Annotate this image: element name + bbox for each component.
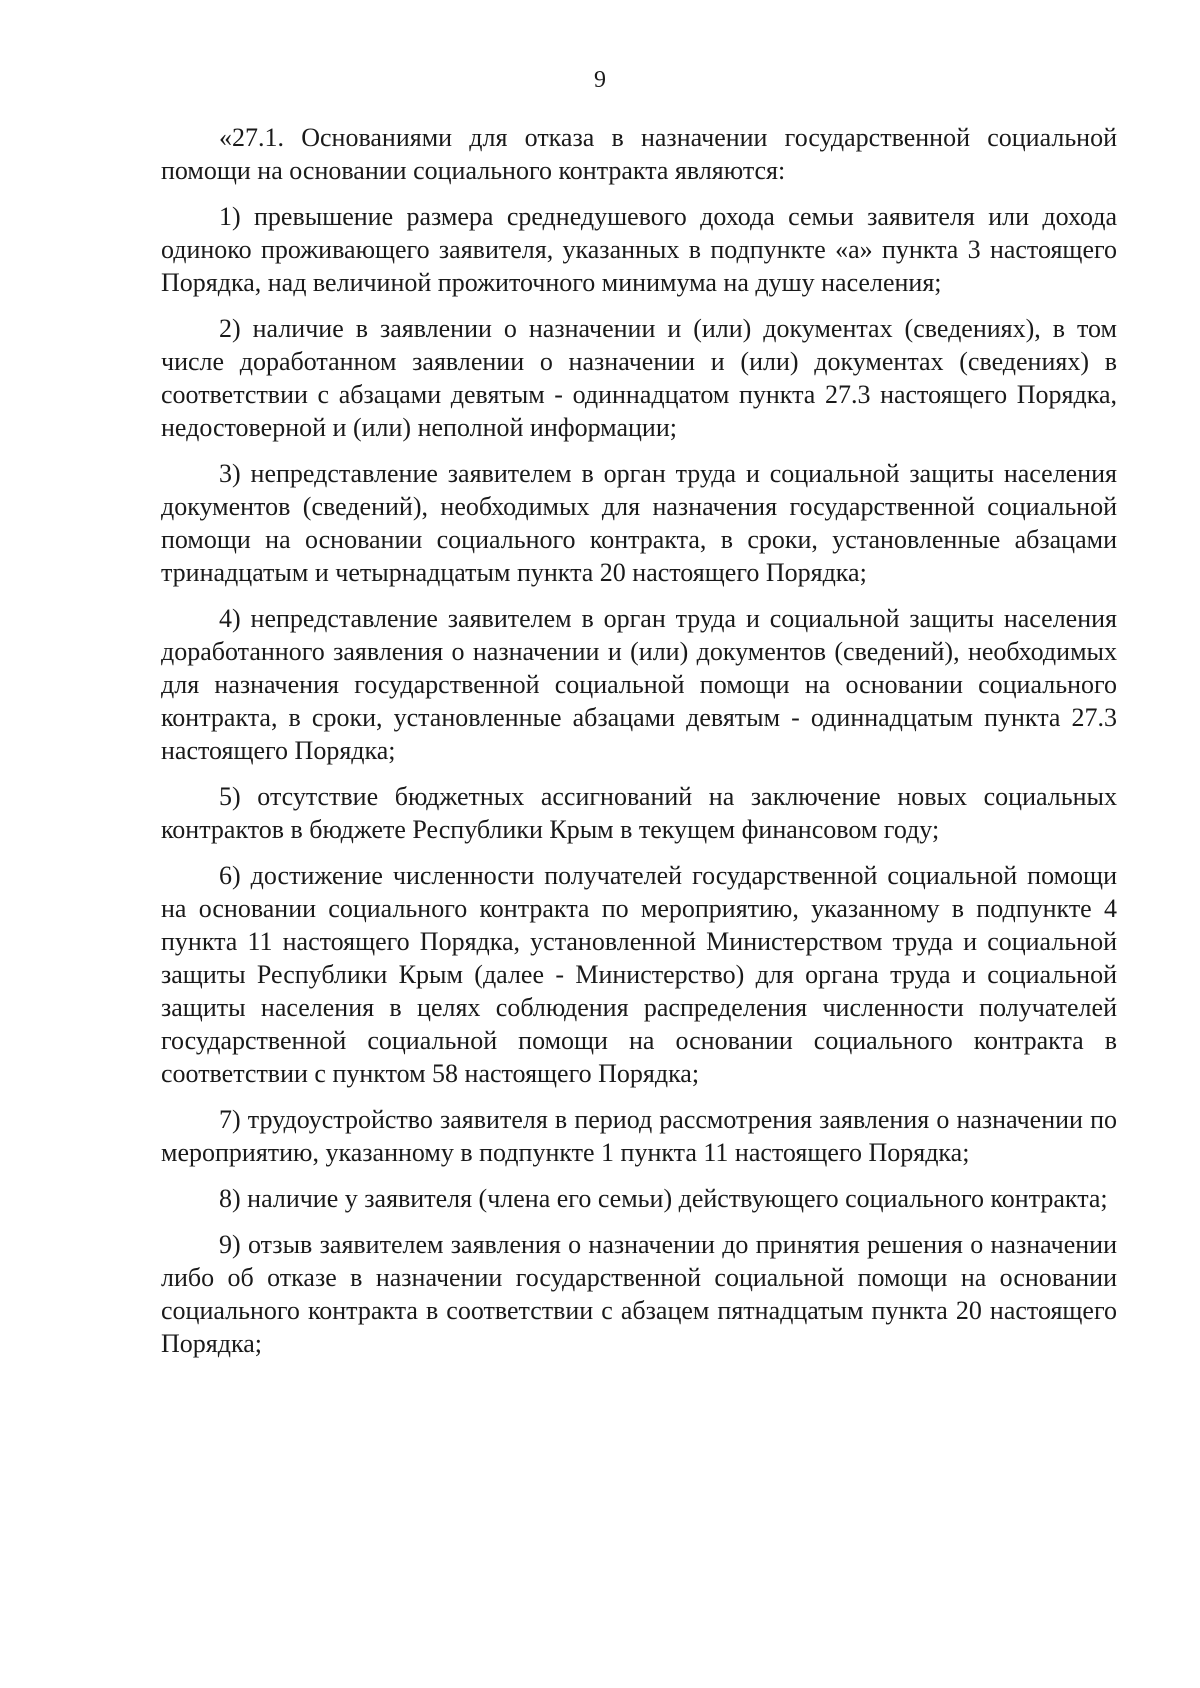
list-item-1: 1) превышение размера среднедушевого дохода семьи заявителя или дохода одиноко проживающего заявителя, указанных в подпункте «а» пункта 3 настоящего Порядка, над величиной прожиточного минимума на душу населения; <box>161 202 1117 297</box>
list-item-2: 2) наличие в заявлении о назначении и (или) документах (сведениях), в том числе доработанном заявлении о назначении и (или) документах (сведениях) в соответствии с абзацами девятым - одиннадцатом пункта 27.3 настоящего Порядка, недостоверной и (или) неполной информации; <box>161 314 1117 442</box>
list-item-5: 5) отсутствие бюджетных ассигнований на заключение новых социальных контрактов в бюджете Республики Крым в текущем финансовом году; <box>161 782 1117 844</box>
list-item-3: 3) непредставление заявителем в орган труда и социальной защиты населения документов (сведений), необходимых для назначения государственной социальной помощи на основании социального контракта, в сроки, установленные абзацами тринадцатым и четырнадцатым пункта 20 настоящего Порядка; <box>161 459 1117 587</box>
list-item-9: 9) отзыв заявителем заявления о назначении до принятия решения о назначении либо об отказе в назначении государственной социальной помощи на основании социального контракта в соответствии с абзацем пятнадцатым пункта 20 настоящего Порядка; <box>161 1230 1117 1358</box>
list-item-8: 8) наличие у заявителя (члена его семьи) действующего социального контракта; <box>219 1184 1108 1213</box>
list-item-7: 7) трудоустройство заявителя в период рассмотрения заявления о назначении по мероприятию, указанному в подпункте 1 пункта 11 настоящего Порядка; <box>161 1105 1117 1167</box>
page-number: 9 <box>594 67 606 93</box>
list-item-4: 4) непредставление заявителем в орган труда и социальной защиты населения доработанного заявления о назначении и (или) документов (сведений), необходимых для назначения государственной социальной помощи на основании социального контракта, в сроки, установленные абзацами девятым - одиннадцатым пункта 27.3 настоящего Порядка; <box>161 604 1117 765</box>
document-body <box>161 121 1117 1360</box>
paragraph-intro: «27.1. Основаниями для отказа в назначении государственной социальной помощи на основании социального контракта являются: <box>161 123 1117 185</box>
list-item-6: 6) достижение численности получателей государственной социальной помощи на основании социального контракта по мероприятию, указанному в подпункте 4 пункта 11 настоящего Порядка, установленной Министерством труда и социальной защиты Республики Крым (далее - Министерство) для органа труда и социальной защиты населения в целях соблюдения распределения численности получателей государственной социальной помощи на основании социального контракта в соответствии с пунктом 58 настоящего Порядка; <box>161 861 1117 1088</box>
